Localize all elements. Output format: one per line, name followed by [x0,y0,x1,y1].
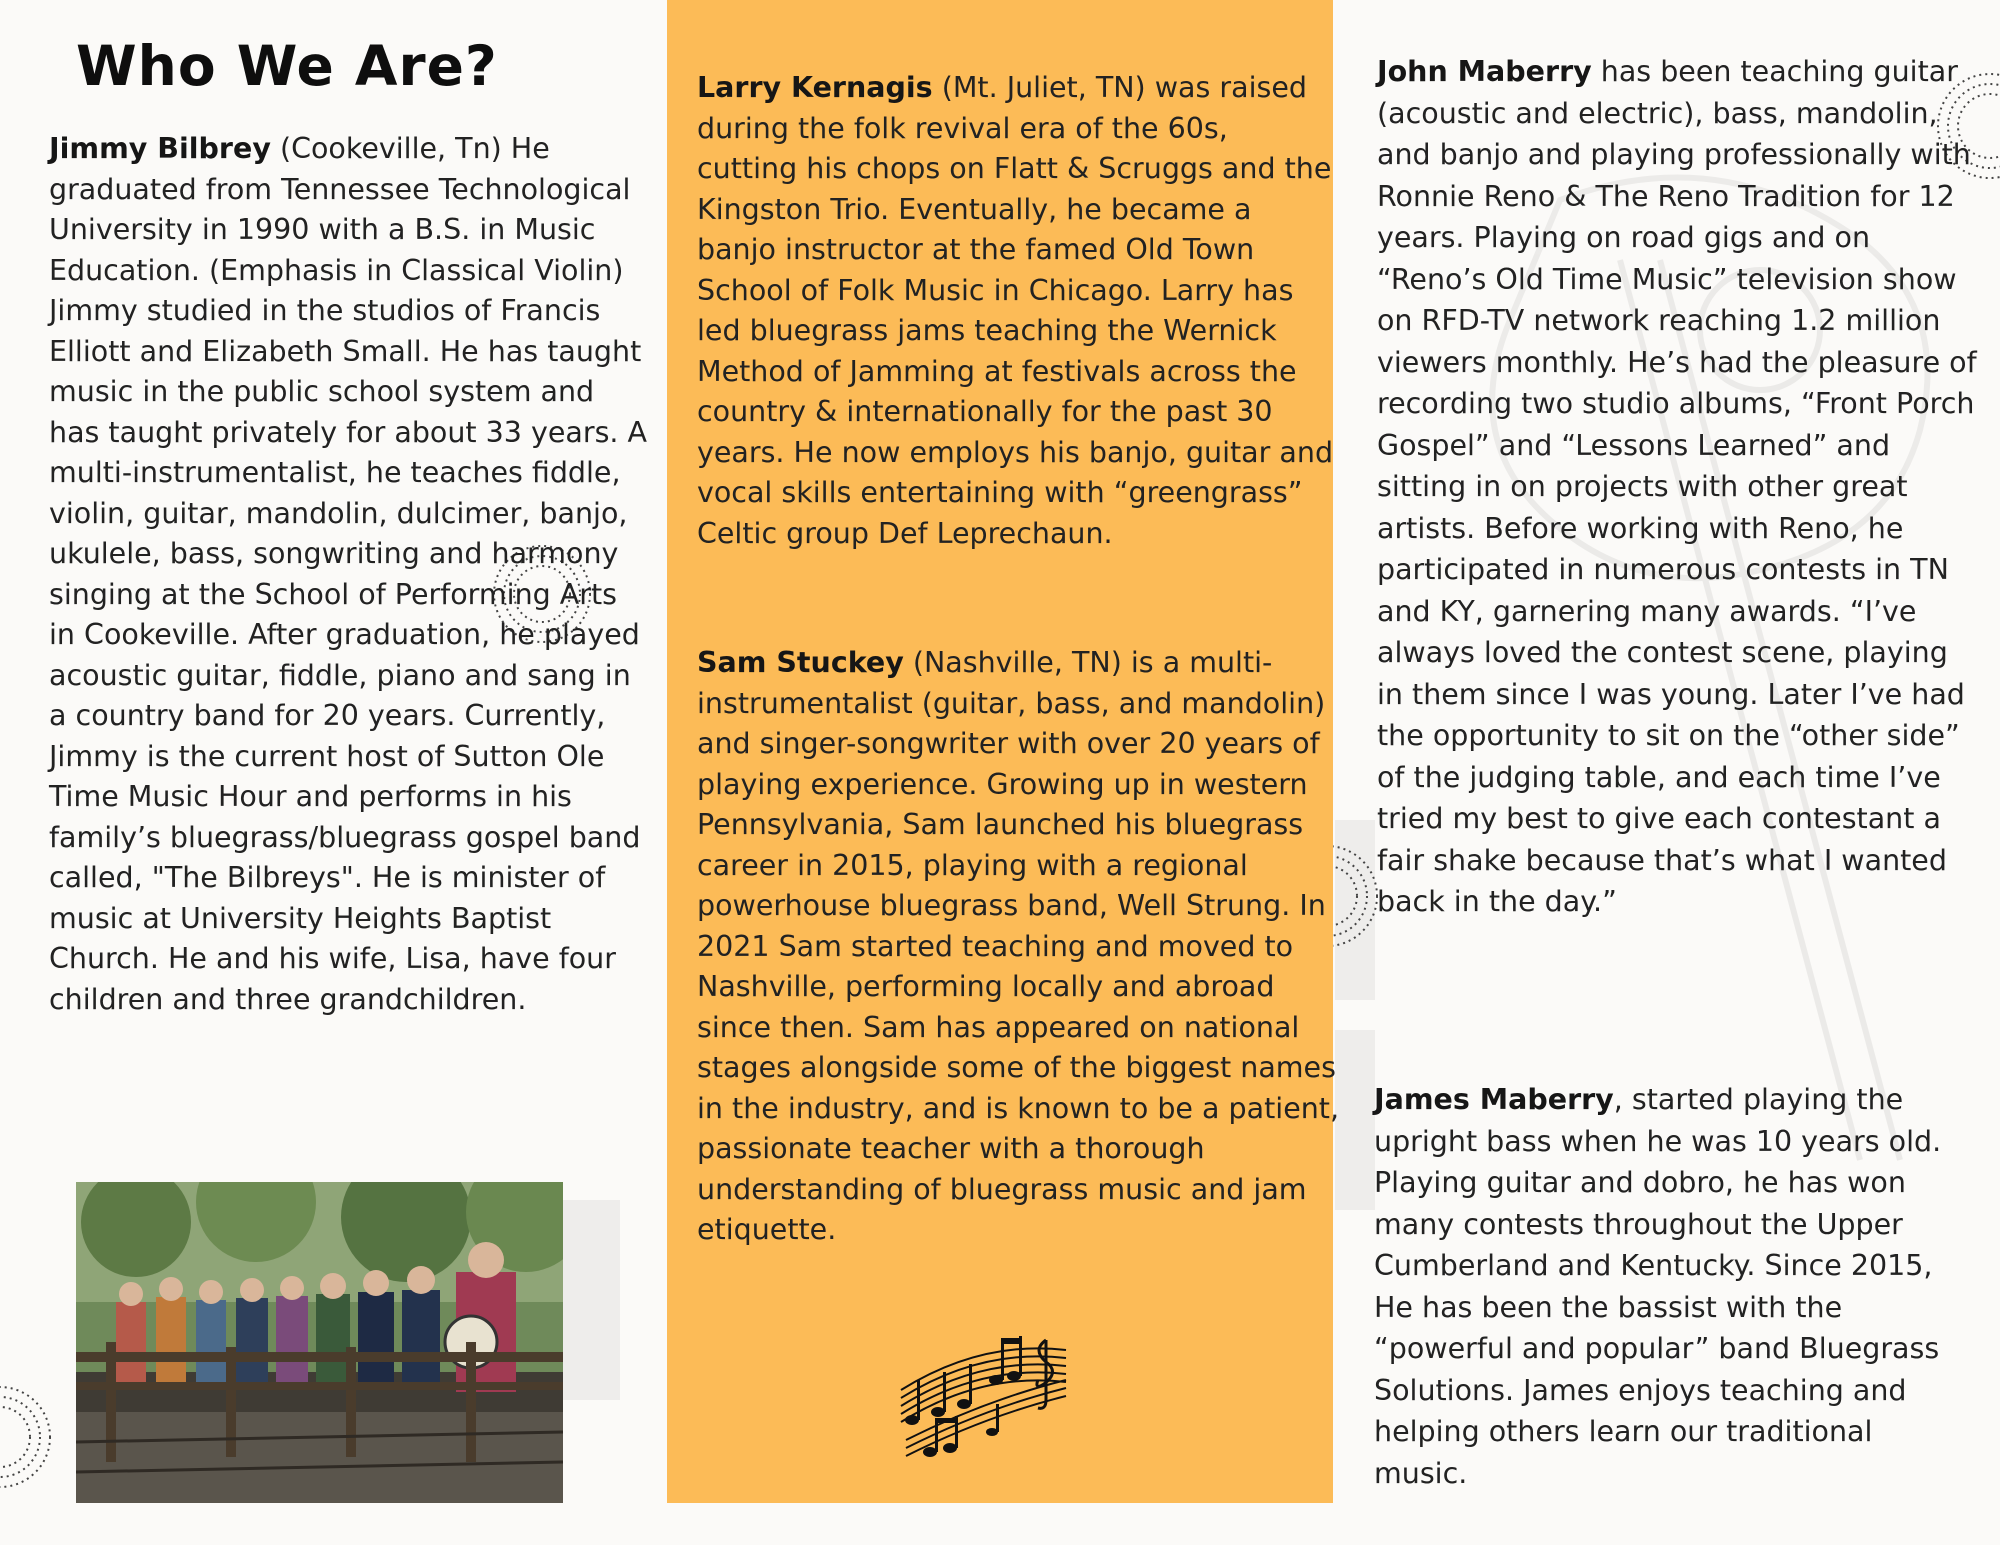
bio-name: James Maberry [1374,1083,1614,1116]
bio-text: (Nashville, TN) is a multi-instrumentalist (guitar, bass, and mandolin) and singer-songwriter with over 20 years of playing experience. Growing up in western Pennsylvania, Sam launched his bluegrass career in 2015, playing with a regional powerhouse bluegrass band, Well Strung. In 2021 Sam started teaching and moved to Nashville, performing locally and abroad since then. Sam has appeared on national stages alongside some of the biggest names in the industry, and is known to be a patient, passionate teacher with a thorough understanding of bluegrass music and jam etiquette. [697,646,1340,1246]
bio-sam-stuckey [697,643,1347,1251]
bio-james-maberry [1374,1079,1974,1494]
group-photo [76,1182,563,1503]
bio-jimmy-bilbrey [49,129,649,1020]
group-photo-illustration [76,1182,563,1503]
bio-name: Sam Stuckey [697,646,904,679]
page-title: Who We Are? [76,34,498,98]
bio-name: John Maberry [1377,55,1592,88]
bio-name: Jimmy Bilbrey [49,132,271,165]
bio-john-maberry [1377,51,1977,923]
bio-text: has been teaching guitar (acoustic and electric), bass, mandolin, and banjo and playing professionally with Ronnie Reno & The Reno Tradition for 12 years. Playing on road gigs and on “Reno’s Old Time Music” television show on RFD-TV network reaching 1.2 million viewers monthly. He’s had the pleasure of recording two studio albums, “Front Porch Gospel” and “Lessons Learned” and sitting in on projects with other great artists. Before working with Reno, he participated in numerous contests in TN and KY, garnering many awards. “I’ve always loved the contest scene, playing in them since I was young. Later I’ve had the opportunity to sit on the “other side” of the judging table, and each time I’ve tried my best to give each contestant a fair shake because that’s what I wanted back in the day.” [1377,55,1977,918]
bio-text: (Mt. Juliet, TN) was raised during the folk revival era of the 60s, cutting his chops on Flatt & Scruggs and the Kingston Trio. Eventually, he became a banjo instructor at the famed Old Town School of Folk Music in Chicago. Larry has led bluegrass jams teaching the Wernick Method of Jamming at festivals across the country & internationally for the past 30 years. He now employs his banjo, guitar and vocal skills entertaining with “greengrass” Celtic group Def Leprechaun. [697,71,1334,550]
dotted-circle-icon [0,1387,50,1487]
bio-larry-kernagis [697,68,1337,554]
bio-text: , started playing the upright bass when he was 10 years old. Playing guitar and dobro, he has won many contests throughout the Upper Cumberland and Kentucky. Since 2015, He has been the bassist with the “powerful and popular” band Bluegrass Solutions. James enjoys teaching and helping others learn our traditional music. [1374,1083,1942,1490]
bio-text: (Cookeville, Tn) He graduated from Tennessee Technological University in 1990 with a B.S. in Music Education. (Emphasis in Classical Violin) Jimmy studied in the studios of Francis Elliott and Elizabeth Small. He has taught music in the public school system and has taught privately for about 33 years. A multi-instrumentalist, he teaches fiddle, violin, guitar, mandolin, dulcimer, banjo, ukulele, bass, songwriting and harmony singing at the School of Performing Arts in Cookeville. After graduation, he played acoustic guitar, fiddle, piano and sang in a country band for 20 years. Currently, Jimmy is the current host of Sutton Ole Time Music Hour and performs in his family’s bluegrass/bluegrass gospel band called, "The Bilbreys". He is minister of music at University Heights Baptist Church. He and his wife, Lisa, have four children and three grandchildren. [49,132,648,1016]
music-notes-icon [896,1320,1071,1460]
bio-name: Larry Kernagis [697,71,933,104]
